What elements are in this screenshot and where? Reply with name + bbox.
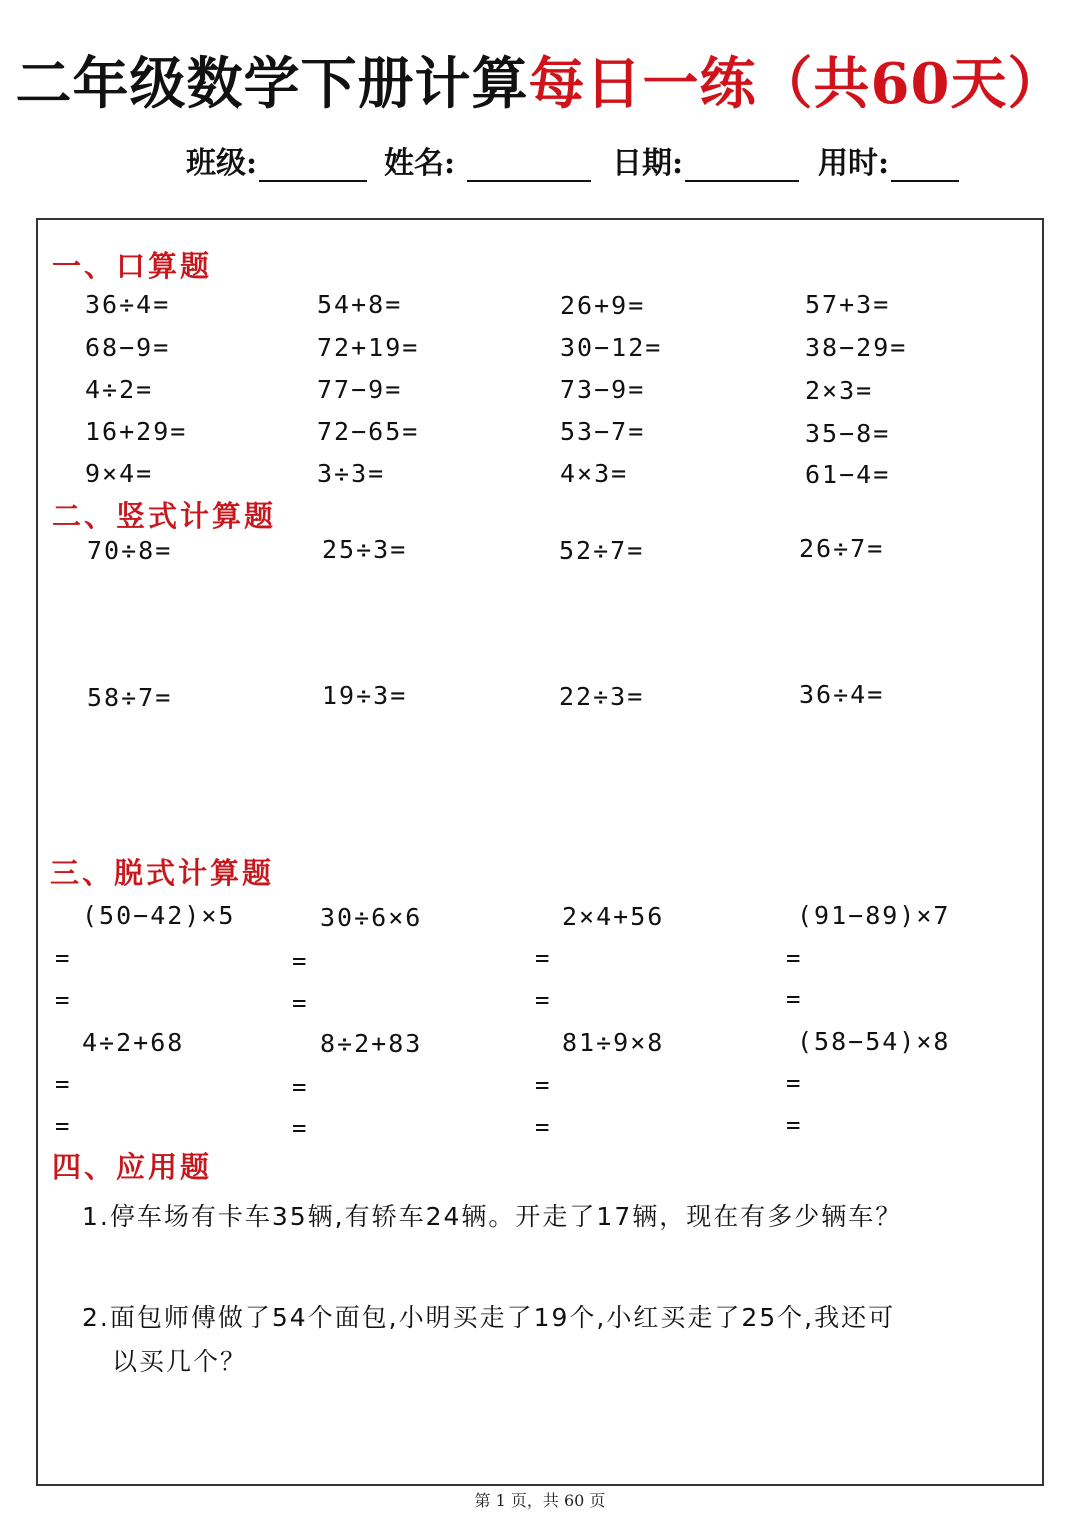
- class-blank[interactable]: [259, 150, 367, 182]
- mental-math-problem: 36÷4=: [85, 290, 171, 319]
- time-blank[interactable]: [891, 150, 959, 182]
- page-footer: 第 1 页，共 60 页: [474, 1491, 606, 1510]
- equals-sign: =: [55, 1112, 70, 1140]
- mental-math-problem: 4×3=: [560, 459, 629, 488]
- stepwise-calc-problem: 81÷9×8: [562, 1028, 665, 1057]
- vertical-calc-problem: 58÷7=: [87, 683, 173, 712]
- stepwise-calc-problem: (50−42)×5: [82, 901, 236, 930]
- equals-sign: =: [786, 1111, 801, 1139]
- word-problem-1: 1.停车场有卡车35辆,有轿车24辆。开走了17辆，现在有多少辆车？: [82, 1202, 903, 1231]
- section-heading-word-problems: 四、应用题: [52, 1150, 213, 1184]
- equals-sign: =: [786, 1069, 801, 1097]
- name-field: [384, 138, 591, 182]
- name-label: 姓名:: [384, 146, 456, 181]
- equals-sign: =: [292, 1073, 307, 1101]
- date-blank[interactable]: [685, 150, 799, 182]
- equals-sign: =: [535, 1071, 550, 1099]
- mental-math-problem: 16+29=: [85, 417, 188, 446]
- time-field: [818, 138, 959, 182]
- mental-math-problem: 77−9=: [317, 375, 403, 404]
- equals-sign: =: [535, 1113, 550, 1141]
- equals-sign: =: [535, 944, 550, 972]
- stepwise-calc-problem: (58−54)×8: [797, 1027, 951, 1056]
- equals-sign: =: [55, 1070, 70, 1098]
- section-heading-mental-math: 一、口算题: [52, 249, 213, 283]
- stepwise-calc-problem: (91−89)×7: [797, 901, 951, 930]
- mental-math-problem: 53−7=: [560, 417, 646, 446]
- equals-sign: =: [55, 986, 70, 1014]
- date-label: 日期:: [612, 146, 684, 181]
- title-main: 二年级数学下册计算: [15, 51, 529, 117]
- vertical-calc-problem: 26÷7=: [799, 534, 885, 563]
- mental-math-problem: 35−8=: [805, 419, 891, 448]
- mental-math-problem: 68−9=: [85, 333, 171, 362]
- mental-math-problem: 61−4=: [805, 460, 891, 489]
- mental-math-problem: 2×3=: [805, 376, 874, 405]
- equals-sign: =: [292, 989, 307, 1017]
- stepwise-calc-problem: 4÷2+68: [82, 1028, 185, 1057]
- mental-math-problem: 3÷3=: [317, 459, 386, 488]
- mental-math-problem: 9×4=: [85, 459, 154, 488]
- title-highlight: 每日一练（共60天）: [528, 51, 1065, 117]
- section-heading-vertical-calc: 二、竖式计算题: [52, 499, 277, 533]
- vertical-calc-problem: 19÷3=: [322, 681, 408, 710]
- vertical-calc-problem: 22÷3=: [559, 682, 645, 711]
- stepwise-calc-problem: 8÷2+83: [320, 1029, 423, 1058]
- mental-math-problem: 72−65=: [317, 417, 420, 446]
- name-blank[interactable]: [467, 150, 591, 182]
- student-info-row: [186, 138, 986, 184]
- equals-sign: =: [55, 944, 70, 972]
- equals-sign: =: [292, 1114, 307, 1142]
- word-problem-2-line-2: 以买几个？: [112, 1347, 248, 1376]
- vertical-calc-problem: 70÷8=: [87, 536, 173, 565]
- equals-sign: =: [535, 986, 550, 1014]
- class-field: [186, 138, 367, 182]
- mental-math-problem: 30−12=: [560, 333, 663, 362]
- time-label: 用时:: [818, 146, 890, 181]
- equals-sign: =: [292, 947, 307, 975]
- mental-math-problem: 26+9=: [560, 291, 646, 320]
- stepwise-calc-problem: 30÷6×6: [320, 903, 423, 932]
- date-field: [612, 138, 799, 182]
- mental-math-problem: 4÷2=: [85, 375, 154, 404]
- mental-math-problem: 54+8=: [317, 290, 403, 319]
- mental-math-problem: 38−29=: [805, 333, 908, 362]
- page-title: [0, 40, 1080, 120]
- vertical-calc-problem: 25÷3=: [322, 535, 408, 564]
- vertical-calc-problem: 52÷7=: [559, 536, 645, 565]
- mental-math-problem: 57+3=: [805, 290, 891, 319]
- equals-sign: =: [786, 944, 801, 972]
- mental-math-problem: 73−9=: [560, 375, 646, 404]
- vertical-calc-problem: 36÷4=: [799, 680, 885, 709]
- stepwise-calc-problem: 2×4+56: [562, 902, 665, 931]
- mental-math-problem: 72+19=: [317, 333, 420, 362]
- word-problem-2-line-1: 2.面包师傅做了54个面包,小明买走了19个,小红买走了25个,我还可: [82, 1303, 896, 1332]
- equals-sign: =: [786, 985, 801, 1013]
- section-heading-stepwise-calc: 三、脱式计算题: [50, 856, 275, 890]
- class-label: 班级:: [186, 146, 258, 181]
